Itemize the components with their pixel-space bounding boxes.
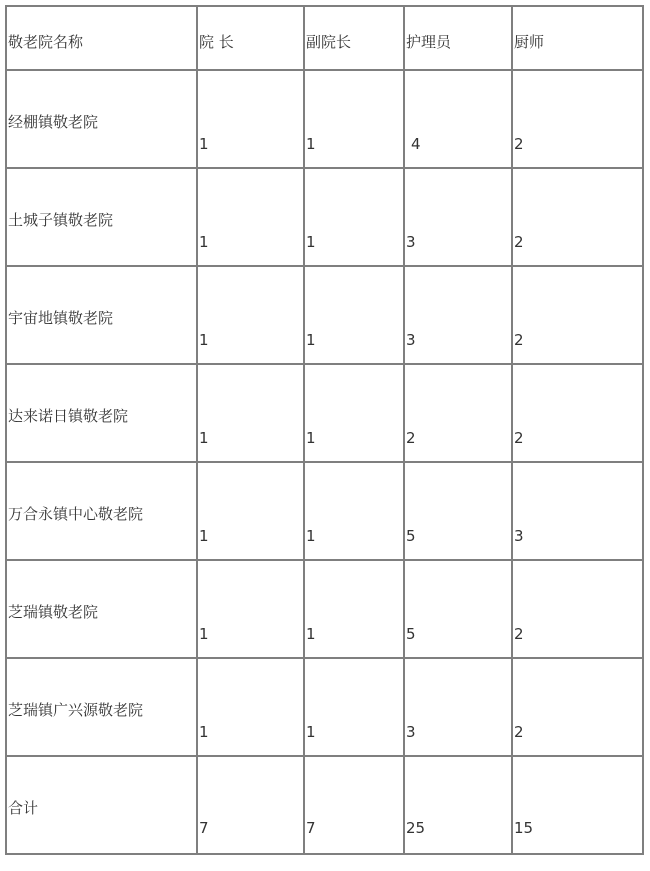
value-cell: 3 (512, 462, 643, 560)
header-cell: 护理员 (404, 6, 512, 70)
value-cell: 1 (197, 462, 304, 560)
value-cell: 2 (404, 364, 512, 462)
value-cell: 3 (404, 266, 512, 364)
value-cell: 1 (304, 168, 404, 266)
header-cell: 副院长 (304, 6, 404, 70)
value-cell: 1 (197, 560, 304, 658)
total-value-cell: 25 (404, 756, 512, 854)
value-cell: 1 (304, 658, 404, 756)
value-cell: 1 (197, 168, 304, 266)
value-cell: 3 (404, 168, 512, 266)
value-cell: 1 (304, 364, 404, 462)
value-text: 4 (411, 135, 421, 153)
table-row (6, 462, 643, 560)
table-row (6, 658, 643, 756)
name-cell: 万合永镇中心敬老院 (6, 462, 197, 560)
staff-table (5, 5, 644, 855)
value-cell: 5 (404, 462, 512, 560)
value-cell: 1 (197, 70, 304, 168)
value-cell: 2 (512, 560, 643, 658)
table-row (6, 560, 643, 658)
value-cell (404, 70, 512, 168)
name-cell: 土城子镇敬老院 (6, 168, 197, 266)
name-cell: 芝瑞镇敬老院 (6, 560, 197, 658)
value-cell: 2 (512, 266, 643, 364)
value-cell: 3 (404, 658, 512, 756)
table-row (6, 364, 643, 462)
name-cell: 芝瑞镇广兴源敬老院 (6, 658, 197, 756)
value-cell: 5 (404, 560, 512, 658)
value-cell: 1 (304, 560, 404, 658)
header-cell: 敬老院名称 (6, 6, 197, 70)
total-value-cell: 15 (512, 756, 643, 854)
value-cell: 1 (304, 462, 404, 560)
value-cell: 2 (512, 168, 643, 266)
table-row (6, 70, 643, 168)
value-cell: 1 (197, 266, 304, 364)
value-cell: 2 (512, 70, 643, 168)
total-value-cell: 7 (197, 756, 304, 854)
value-cell: 1 (197, 364, 304, 462)
name-cell: 宇宙地镇敬老院 (6, 266, 197, 364)
value-cell: 2 (512, 364, 643, 462)
name-cell: 达来诺日镇敬老院 (6, 364, 197, 462)
total-value-cell: 7 (304, 756, 404, 854)
table-total-row (6, 756, 643, 854)
header-cell: 厨师 (512, 6, 643, 70)
value-cell: 1 (304, 266, 404, 364)
total-label-cell: 合计 (6, 756, 197, 854)
table-row (6, 266, 643, 364)
value-cell: 2 (512, 658, 643, 756)
table-row (6, 168, 643, 266)
name-cell: 经棚镇敬老院 (6, 70, 197, 168)
value-cell: 1 (304, 70, 404, 168)
header-cell: 院 长 (197, 6, 304, 70)
value-cell: 1 (197, 658, 304, 756)
table-header-row (6, 6, 643, 70)
